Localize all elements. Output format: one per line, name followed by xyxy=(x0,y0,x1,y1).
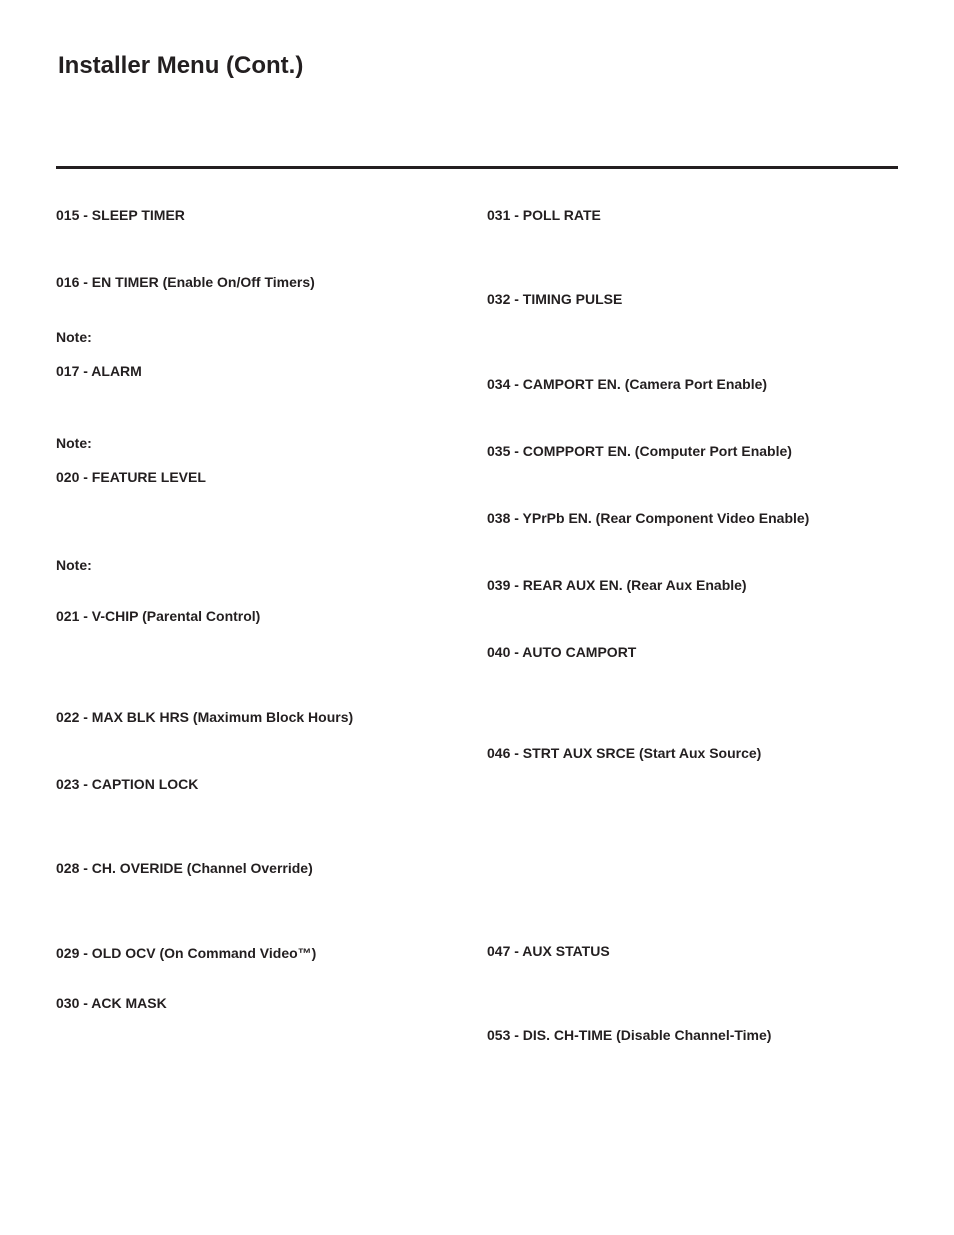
menu-item-020-feature-level: 020 - FEATURE LEVEL xyxy=(56,469,206,485)
menu-item-029-old-ocv: 029 - OLD OCV (On Command Video™) xyxy=(56,945,317,961)
menu-item-047-aux-status: 047 - AUX STATUS xyxy=(487,943,610,959)
menu-item-032-timing-pulse: 032 - TIMING PULSE xyxy=(487,291,623,307)
page-title: Installer Menu (Cont.) xyxy=(58,52,304,79)
menu-item-046-strt-aux-srce: 046 - STRT AUX SRCE (Start Aux Source) xyxy=(487,745,762,761)
menu-item-028-ch-overide: 028 - CH. OVERIDE (Channel Override) xyxy=(56,860,313,876)
menu-item-022-max-blk-hrs: 022 - MAX BLK HRS (Maximum Block Hours) xyxy=(56,709,354,725)
menu-item-017-alarm: 017 - ALARM xyxy=(56,363,142,379)
menu-item-039-rear-aux-en: 039 - REAR AUX EN. (Rear Aux Enable) xyxy=(487,577,747,593)
menu-item-021-v-chip: 021 - V-CHIP (Parental Control) xyxy=(56,608,261,624)
menu-item-023-caption-lock: 023 - CAPTION LOCK xyxy=(56,776,199,792)
menu-item-015-sleep-timer: 015 - SLEEP TIMER xyxy=(56,207,185,223)
note-label: Note: xyxy=(56,557,92,573)
menu-item-031-poll-rate: 031 - POLL RATE xyxy=(487,207,601,223)
title-divider xyxy=(56,166,898,169)
menu-item-016-en-timer: 016 - EN TIMER (Enable On/Off Timers) xyxy=(56,274,315,290)
note-label: Note: xyxy=(56,435,92,451)
menu-item-034-camport-en: 034 - CAMPORT EN. (Camera Port Enable) xyxy=(487,376,768,392)
menu-item-053-dis-ch-time: 053 - DIS. CH-TIME (Disable Channel-Time) xyxy=(487,1027,772,1043)
note-label: Note: xyxy=(56,329,92,345)
menu-item-040-auto-camport: 040 - AUTO CAMPORT xyxy=(487,644,637,660)
menu-item-030-ack-mask: 030 - ACK MASK xyxy=(56,995,167,1011)
menu-item-035-compport-en: 035 - COMPPORT EN. (Computer Port Enable) xyxy=(487,443,792,459)
menu-item-038-yprpb-en: 038 - YPrPb EN. (Rear Component Video Enable) xyxy=(487,510,810,526)
